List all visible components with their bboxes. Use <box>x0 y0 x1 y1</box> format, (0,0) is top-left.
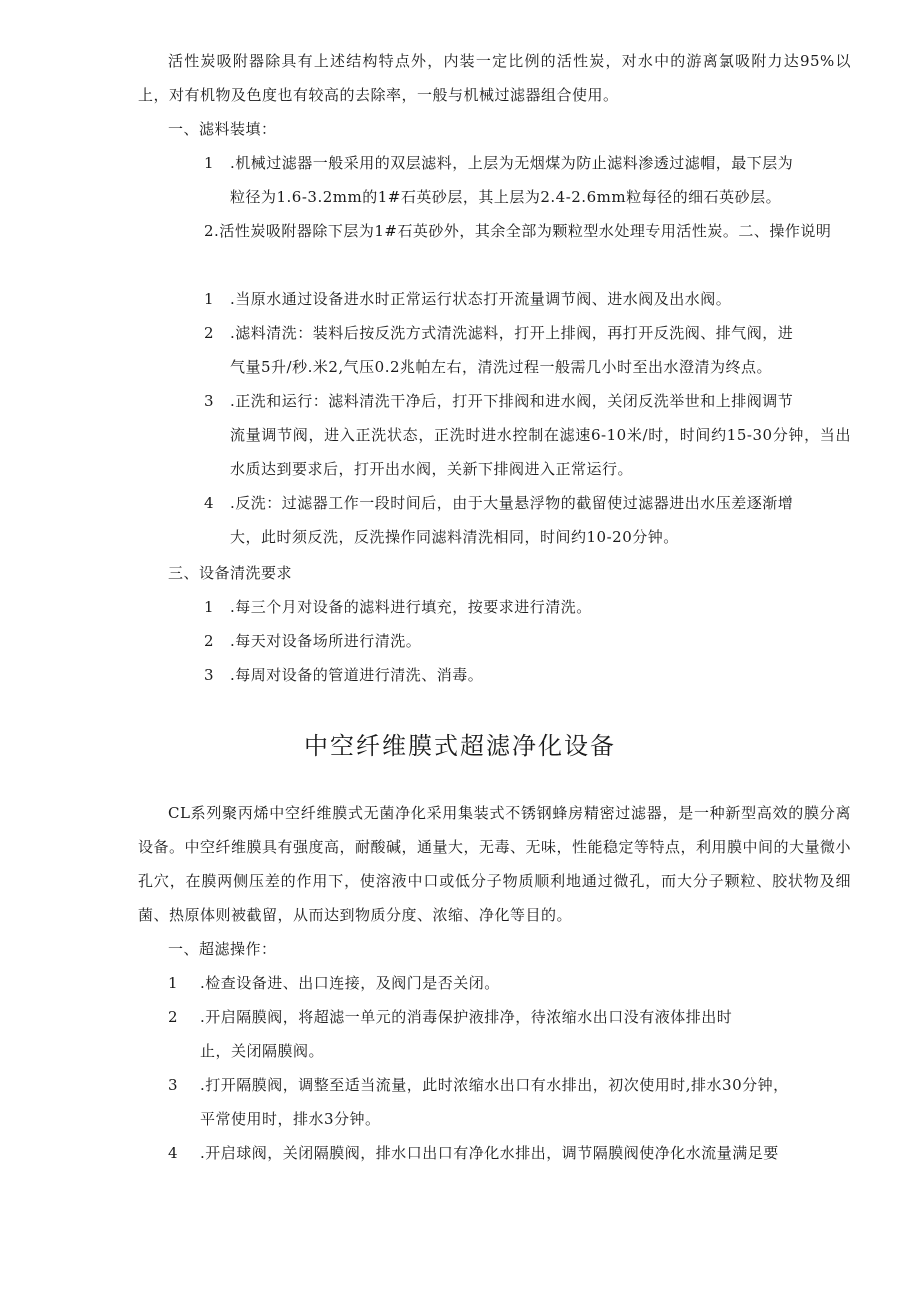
list-text-continued: 粒径为1.6-3.2mm的1#石英砂层，其上层为2.4-2.6mm粒每径的细石英砂层。 <box>230 188 782 206</box>
list-number: 3 <box>204 666 215 684</box>
list-text: .每周对设备的管道进行清洗、消毒。 <box>230 666 484 684</box>
list-text: .开启球阀，关闭隔膜阀，排水口出口有净化水排出，调节隔膜阀使净化水流量满足要 <box>200 1144 779 1162</box>
list-text-continued: 大，此时须反洗，反洗操作同滤料清洗相同，时间约10-20分钟。 <box>230 528 679 546</box>
list-number: 4 <box>204 494 215 512</box>
ultrafiltration-step-1 <box>168 966 851 1000</box>
cleaning-item-3 <box>204 658 851 692</box>
ultrafiltration-step-3 <box>168 1068 851 1102</box>
operation-item-1 <box>204 282 851 316</box>
list-text: .每三个月对设备的滤料进行填充，按要求进行清洗。 <box>230 598 592 616</box>
list-number: 2 <box>204 632 215 650</box>
list-text: .反洗：过滤器工作一段时间后，由于大量悬浮物的截留使过滤器进出水压差逐渐增 <box>230 494 794 512</box>
ultrafiltration-step-4 <box>168 1136 851 1170</box>
operation-item-4 <box>204 486 851 554</box>
cleaning-item-1 <box>204 590 851 624</box>
list-number: 2 <box>204 324 215 342</box>
cleaning-requirements-heading: 三、设备清洗要求 <box>168 564 293 582</box>
hollow-fiber-intro-paragraph: CL系列聚丙烯中空纤维膜式无菌净化采用集装式不锈钢蜂房精密过滤器，是一种新型高效的膜分离设备。中空纤维膜具有强度高，耐酸碱，通量大，无毒、无味，性能稳定等特点，利用膜中间的大量微小孔穴，在膜两侧压差的作用下，使溶液中口或低分子物质顺利地通过微孔，而大分子颗粒、胶状物及细菌、热原体则被截留，从而达到物质分度、浓缩、净化等目的。 <box>138 804 852 924</box>
ultrafiltration-step-2-continued: 止，关闭隔膜阀。 <box>200 1042 325 1060</box>
list-number: 3 <box>168 1076 179 1094</box>
list-text: .打开隔膜阀，调整至适当流量，此时浓缩水出口有水排出，初次使用时,排水30分钟， <box>200 1076 789 1094</box>
activated-carbon-intro-paragraph: 活性炭吸附器除具有上述结构特点外，内装一定比例的活性炭，对水中的游离氯吸附力达95%以上，对有机物及色度也有较高的去除率，一般与机械过滤器组合使用。 <box>138 52 851 104</box>
list-number: 1 <box>168 974 179 992</box>
list-text: .正洗和运行：滤料清洗干净后，打开下排阀和进水阀，关闭反洗举世和上排阀调节 <box>230 392 794 410</box>
list-text: .滤料清洗：装料后按反洗方式清洗滤料，打开上排阀，再打开反洗阀、排气阀，进 <box>230 324 794 342</box>
list-number: 2 <box>204 222 215 240</box>
list-number: 1 <box>204 290 215 308</box>
filter-media-heading: 一、滤料装填： <box>168 120 277 138</box>
ultrafiltration-step-2 <box>168 1000 851 1034</box>
list-text-continued: 流量调节阀，进入正洗状态，正洗时进水控制在滤速6-10米/时，时间约15-30分钟，当出水质达到要求后，打开出水阀，关新下排阀进入正常运行。 <box>230 426 851 478</box>
list-text: .活性炭吸附器除下层为1#石英砂外，其余全部为颗粒型水处理专用活性炭。二、操作说明 <box>214 222 832 240</box>
list-number: 1 <box>204 154 215 172</box>
list-number: 1 <box>204 598 215 616</box>
operation-item-2 <box>204 316 851 384</box>
list-text: .检查设备进、出口连接，及阀门是否关闭。 <box>200 974 500 992</box>
section-title: 中空纤维膜式超滤净化设备 <box>304 732 616 760</box>
list-text: .机械过滤器一般采用的双层滤料，上层为无烟煤为防止滤料渗透过滤帽，最下层为 <box>230 154 794 172</box>
ultrafiltration-step-3-continued: 平常使用时，排水3分钟。 <box>200 1110 381 1128</box>
operation-item-3 <box>204 384 851 486</box>
ultrafiltration-heading: 一、超滤操作： <box>168 940 277 958</box>
list-text: .每天对设备场所进行清洗。 <box>230 632 422 650</box>
list-number: 3 <box>204 392 215 410</box>
fill-item-1 <box>204 146 851 214</box>
cleaning-item-2 <box>204 624 851 658</box>
list-text: .开启隔膜阀，将超滤一单元的消毒保护液排净，待浓缩水出口没有液体排出时 <box>200 1008 733 1026</box>
list-text: .当原水通过设备进水时正常运行状态打开流量调节阀、进水阀及出水阀。 <box>230 290 732 308</box>
list-number: 4 <box>168 1144 179 1162</box>
list-number: 2 <box>168 1008 179 1026</box>
fill-item-2 <box>168 214 851 248</box>
list-text-continued: 气量5升/秒.米2,气压0.2兆帕左右，清洗过程一般需几小时至出水澄清为终点。 <box>230 358 773 376</box>
